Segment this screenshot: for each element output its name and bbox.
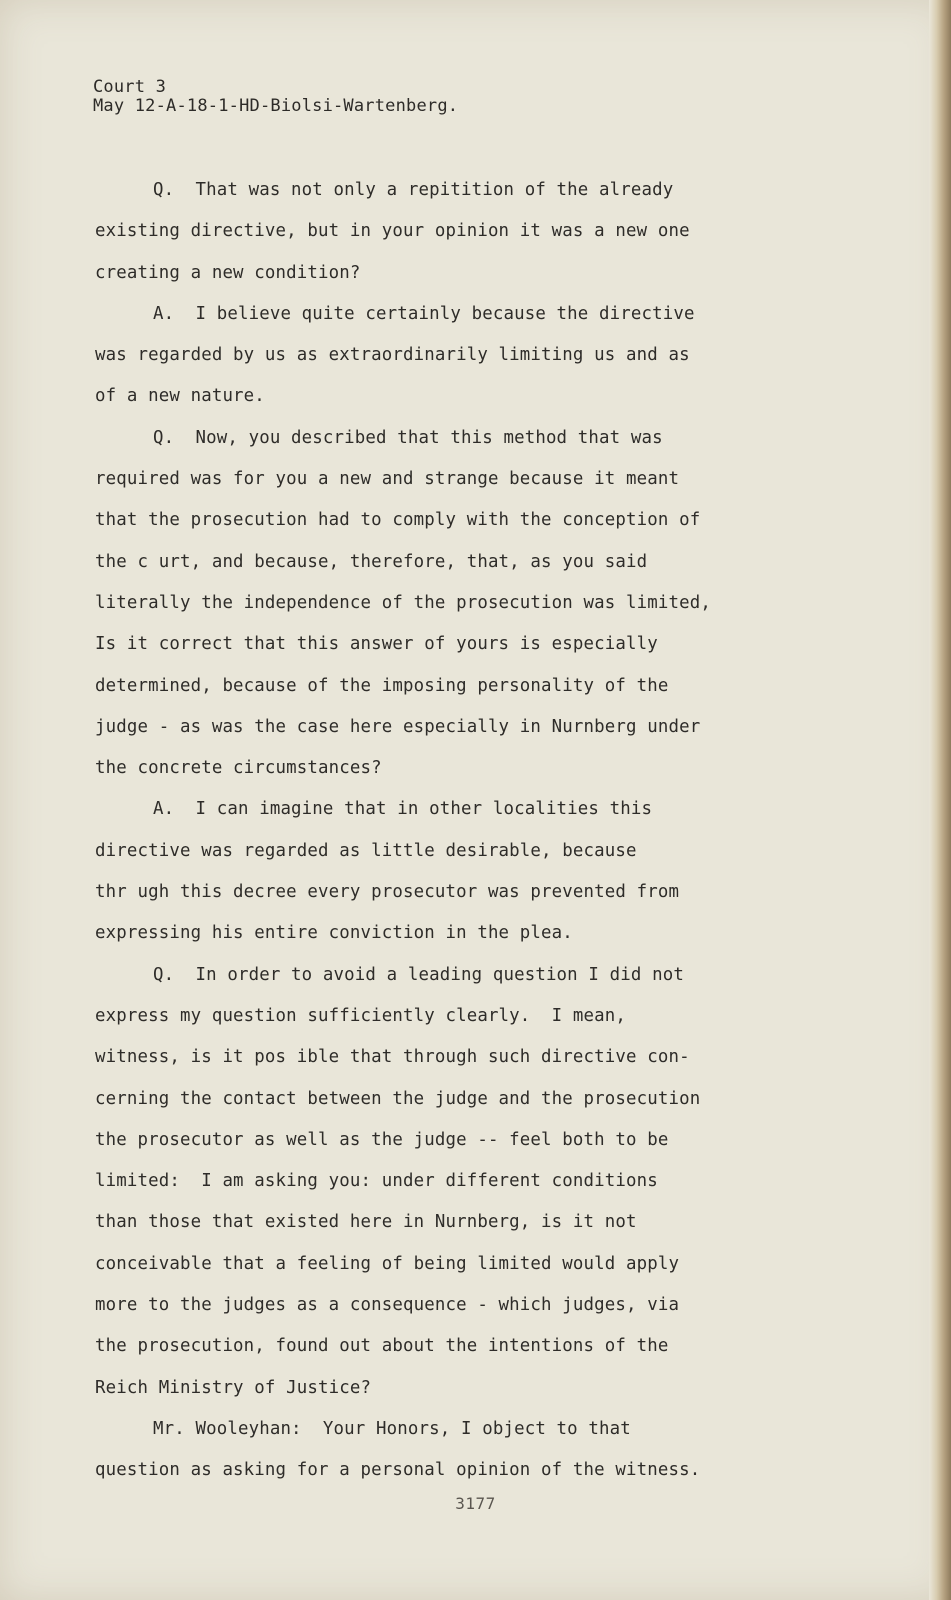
transcript-line: than those that existed here in Nurnberg, is it not bbox=[95, 1212, 637, 1233]
transcript-line: was regarded by us as extraordinarily limiting us and as bbox=[95, 345, 690, 366]
transcript-line: the c urt, and because, therefore, that, as you said bbox=[95, 551, 648, 572]
transcript-line: more to the judges as a consequence - which judges, via bbox=[95, 1295, 680, 1316]
transcript-body bbox=[95, 170, 815, 1492]
transcript-line: Q. In order to avoid a leading question I did not bbox=[153, 964, 685, 985]
transcript-line: the prosecution, found out about the intentions of the bbox=[95, 1336, 669, 1357]
page-number: 3177 bbox=[455, 1494, 496, 1513]
transcript-line: judge - as was the case here especially in Nurnberg under bbox=[95, 716, 701, 737]
transcript-line: A. I can imagine that in other localities this bbox=[153, 799, 653, 820]
transcript-line: determined, because of the imposing personality of the bbox=[95, 675, 669, 696]
transcript-line: Is it correct that this answer of yours is especially bbox=[95, 634, 658, 655]
transcript-line: existing directive, but in your opinion it was a new one bbox=[95, 221, 690, 242]
transcript-line: express my question sufficiently clearly. I mean, bbox=[95, 1005, 627, 1026]
transcript-line: question as asking for a personal opinion of the witness. bbox=[95, 1460, 701, 1481]
transcript-line: Q. Now, you described that this method that was bbox=[153, 427, 663, 448]
transcript-line: Mr. Wooleyhan: Your Honors, I object to that bbox=[153, 1418, 631, 1439]
session-reference: May 12-A-18-1-HD-Biolsi-Wartenberg. bbox=[93, 96, 459, 116]
transcript-line: that the prosecution had to comply with the conception of bbox=[95, 510, 701, 531]
transcript-line: conceivable that a feeling of being limited would apply bbox=[95, 1253, 680, 1274]
page-edge-shadow bbox=[929, 0, 951, 1600]
transcript-line: expressing his entire conviction in the plea. bbox=[95, 923, 573, 944]
transcript-line: Reich Ministry of Justice? bbox=[95, 1377, 372, 1398]
transcript-line: literally the independence of the prosecution was limited, bbox=[95, 592, 711, 613]
transcript-line: of a new nature. bbox=[95, 386, 265, 407]
transcript-line: creating a new condition? bbox=[95, 262, 361, 283]
transcript-line: the prosecutor as well as the judge -- feel both to be bbox=[95, 1129, 669, 1150]
document-header bbox=[93, 78, 458, 116]
transcript-line: directive was regarded as little desirable, because bbox=[95, 840, 637, 861]
transcript-line: the concrete circumstances? bbox=[95, 758, 382, 779]
transcript-line: witness, is it pos ible that through such directive con- bbox=[95, 1047, 690, 1068]
transcript-line: cerning the contact between the judge and the prosecution bbox=[95, 1088, 701, 1109]
transcript-line: required was for you a new and strange because it meant bbox=[95, 469, 680, 490]
transcript-line: A. I believe quite certainly because the directive bbox=[153, 303, 695, 324]
court-label: Court 3 bbox=[93, 77, 167, 97]
transcript-line: Q. That was not only a repitition of the already bbox=[153, 180, 674, 200]
transcript-line: limited: I am asking you: under different conditions bbox=[95, 1171, 658, 1192]
transcript-line: thr ugh this decree every prosecutor was prevented from bbox=[95, 882, 680, 903]
